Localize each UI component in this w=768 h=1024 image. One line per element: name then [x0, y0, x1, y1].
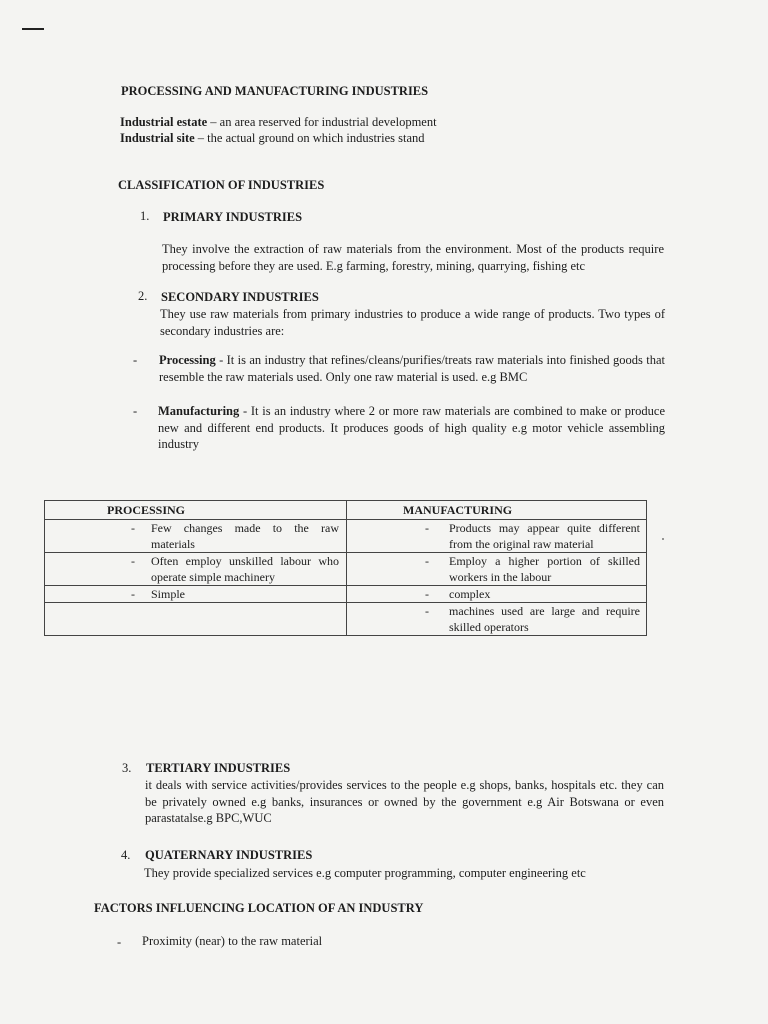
- bullet-dash: -: [425, 604, 429, 618]
- bullet-dash: -: [131, 554, 135, 568]
- manufacturing-definition: [158, 403, 665, 453]
- classification-heading: CLASSIFICATION OF INDUSTRIES: [118, 178, 325, 192]
- table-cell: [45, 603, 347, 636]
- tertiary-heading: TERTIARY INDUSTRIES: [146, 761, 291, 775]
- primary-heading: PRIMARY INDUSTRIES: [163, 210, 303, 224]
- manufacturing-term: Manufacturing: [158, 404, 240, 418]
- processing-term: Processing: [159, 353, 216, 367]
- factors-heading: FACTORS INFLUENCING LOCATION OF AN INDUSTRY: [94, 901, 424, 915]
- processing-text: - It is an industry that refines/cleans/purifies/treats raw materials into finished goods that resemble the raw materials used. Only one raw material is used. e.g BMC: [159, 353, 665, 384]
- cell-text: machines used are large and require skilled operators: [449, 604, 640, 634]
- section-number: 2.: [138, 289, 148, 303]
- cell-text: Employ a higher portion of skilled workers in the labour: [449, 554, 640, 584]
- table-row: [45, 553, 647, 586]
- definition-term: Industrial estate: [120, 115, 208, 129]
- definition-text: – the actual ground on which industries stand: [194, 131, 425, 145]
- secondary-text: They use raw materials from primary industries to produce a wide range of products. Two types of secondary industries are:: [160, 307, 665, 338]
- bullet-dash: -: [425, 554, 429, 568]
- cell-text: complex: [449, 587, 491, 601]
- bullet-dash: -: [133, 404, 138, 418]
- table-header-row: [45, 501, 647, 520]
- cell-text: Simple: [151, 587, 186, 601]
- table-cell: [347, 603, 647, 636]
- section-number: 1.: [140, 209, 150, 223]
- primary-text: They involve the extraction of raw materials from the environment. Most of the products require processing before they are used. E.g farming, forestry, mining, quarrying, fishing etc: [162, 242, 664, 273]
- table-row: [45, 603, 647, 636]
- table-header-processing: PROCESSING: [45, 501, 347, 520]
- cell-text: Few changes made to the raw materials: [151, 521, 339, 551]
- quaternary-text: They provide specialized services e.g computer programming, computer engineering etc: [144, 866, 586, 880]
- section-number: 4.: [121, 848, 131, 862]
- manufacturing-text: - It is an industry where 2 or more raw materials are combined to make or produce new and different end products. It produces goods of high quality e.g motor vehicle assembling industry: [158, 404, 665, 451]
- secondary-heading: SECONDARY INDUSTRIES: [161, 290, 319, 304]
- quaternary-heading: QUATERNARY INDUSTRIES: [145, 848, 313, 862]
- definition-term: Industrial site: [120, 131, 195, 145]
- cell-text: Often employ unskilled labour who operate simple machinery: [151, 554, 339, 584]
- table-cell: [347, 520, 647, 553]
- definition-industrial-site: [120, 130, 425, 146]
- tertiary-text: it deals with service activities/provides services to the people e.g shops, banks, hospitals etc. they can be privately owned e.g banks, insurances or owned by the government e.g Air Botswana or even parastatalse.g BPC,WUC: [145, 778, 664, 825]
- bullet-dash: -: [117, 935, 122, 949]
- bullet-dash: -: [425, 521, 429, 535]
- factor-item: Proximity (near) to the raw material: [142, 934, 323, 948]
- table-cell: [347, 586, 647, 603]
- comparison-table: [44, 500, 647, 636]
- table-cell: [45, 553, 347, 586]
- bullet-dash: -: [425, 587, 429, 601]
- bullet-dash: -: [131, 587, 135, 601]
- table-cell: [45, 520, 347, 553]
- table-cell: [45, 586, 347, 603]
- table-header-manufacturing: MANUFACTURING: [347, 501, 647, 520]
- section-number: 3.: [122, 761, 132, 775]
- table-cell: [347, 553, 647, 586]
- processing-definition: [159, 352, 665, 385]
- scan-speck: [662, 538, 664, 540]
- table-row: [45, 520, 647, 553]
- scan-mark: [22, 28, 44, 30]
- bullet-dash: -: [131, 521, 135, 535]
- cell-text: Products may appear quite different from the original raw material: [449, 521, 640, 551]
- page-title: PROCESSING AND MANUFACTURING INDUSTRIES: [121, 84, 429, 98]
- definition-text: – an area reserved for industrial development: [207, 115, 437, 129]
- table-row: [45, 586, 647, 603]
- bullet-dash: -: [133, 353, 138, 367]
- definition-industrial-estate: [120, 114, 437, 130]
